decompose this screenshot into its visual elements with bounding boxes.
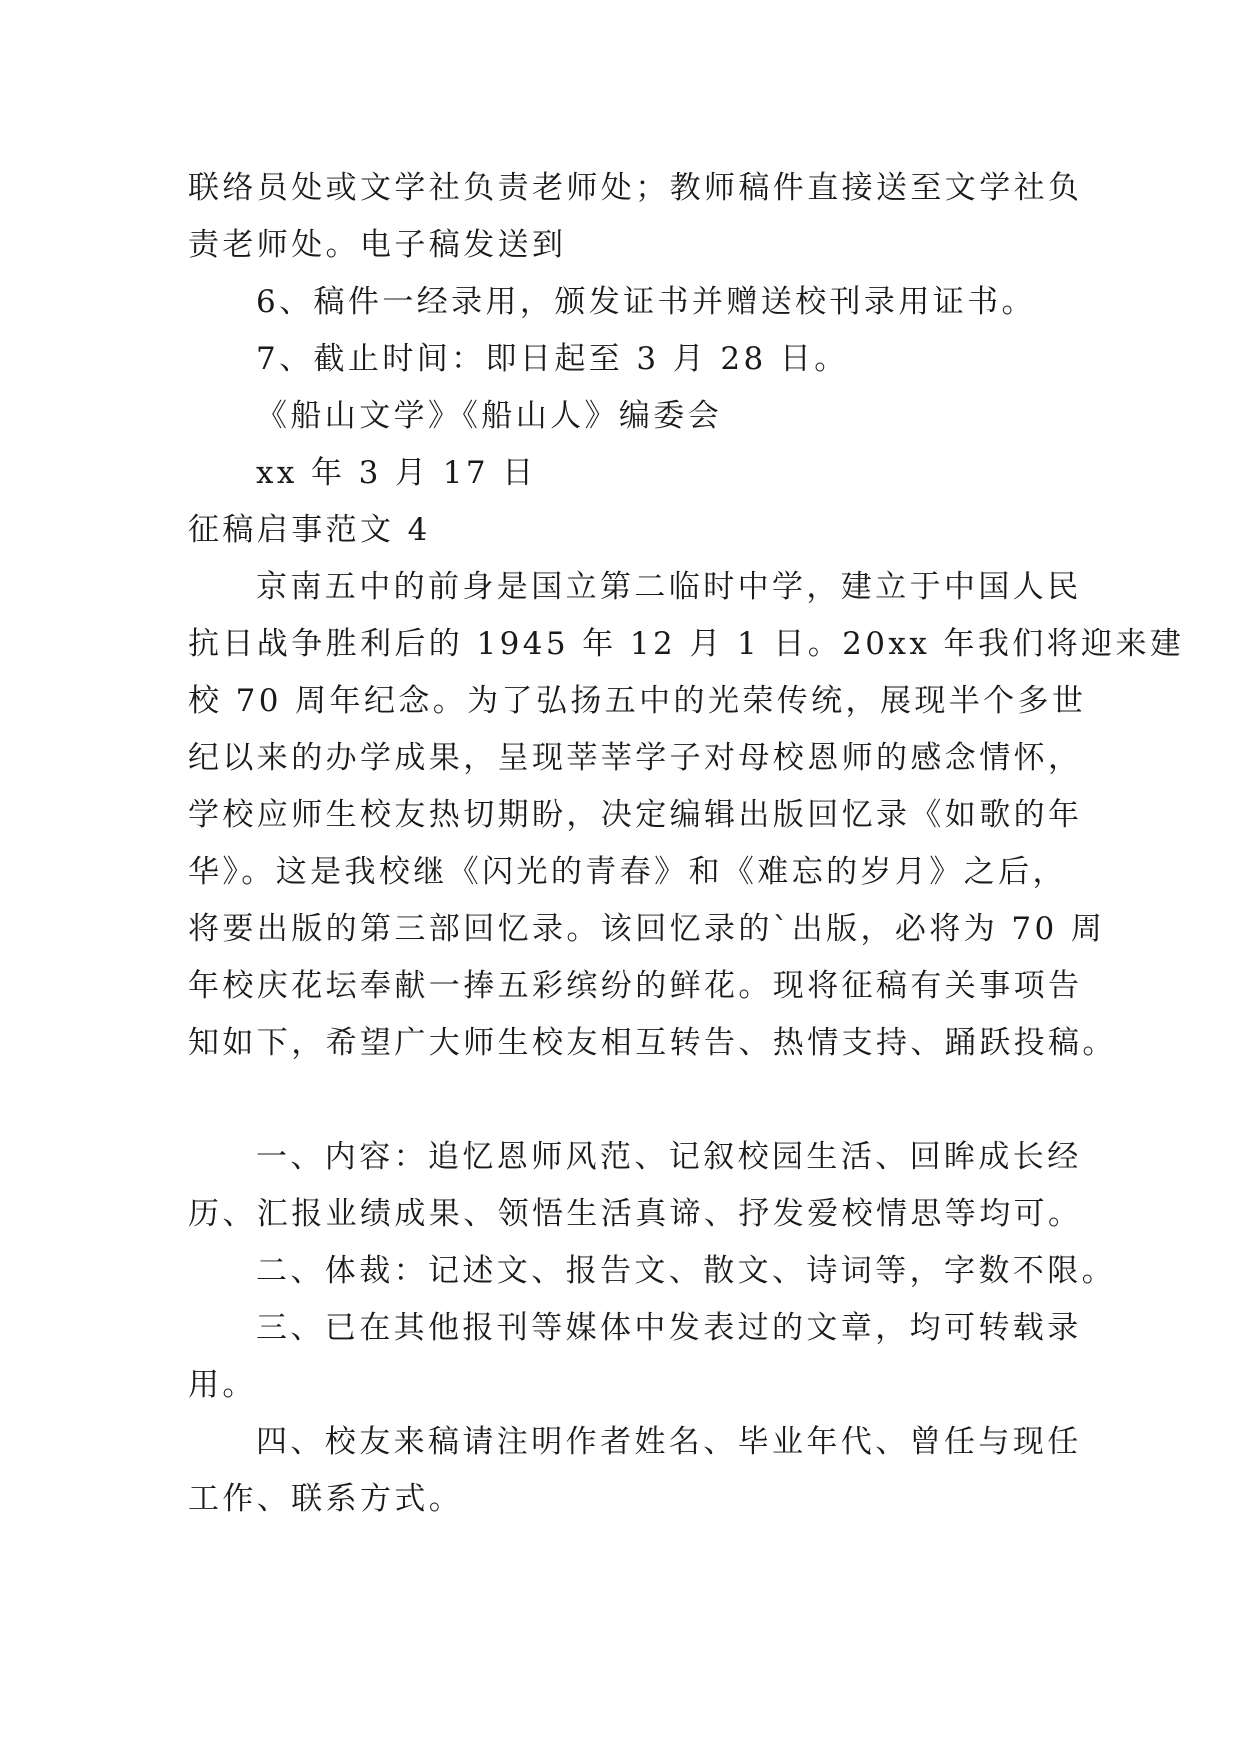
paragraph-line: 二、体裁：记述文、报告文、散文、诗词等，字数不限。 [256, 1253, 1116, 1289]
paragraph-line: 抗日战争胜利后的 1945 年 12 月 1 日。20xx 年我们将迎来建 [188, 626, 1185, 662]
paragraph-line: 6、稿件一经录用，颁发证书并赠送校刊录用证书。 [256, 284, 1036, 320]
paragraph-line: 7、截止时间：即日起至 3 月 28 日。 [256, 341, 849, 377]
section-title: 征稿启事范文 4 [188, 512, 431, 548]
signature-date: xx 年 3 月 17 日 [256, 455, 537, 491]
paragraph-line: 联络员处或文学社负责老师处；教师稿件直接送至文学社负 [188, 170, 1083, 206]
paragraph-line: 京南五中的前身是国立第二临时中学，建立于中国人民 [256, 569, 1082, 605]
paragraph-line: 责老师处。电子稿发送到 [188, 227, 567, 263]
paragraph-line: 年校庆花坛奉献一捧五彩缤纷的鲜花。现将征稿有关事项告 [188, 968, 1083, 1004]
paragraph-line: 三、已在其他报刊等媒体中发表过的文章，均可转载录 [256, 1310, 1082, 1346]
paragraph-line: 将要出版的第三部回忆录。该回忆录的`出版，必将为 70 周 [188, 911, 1106, 947]
signature-org: 《船山文学》《船山人》编委会 [256, 398, 723, 434]
paragraph-line: 知如下，希望广大师生校友相互转告、热情支持、踊跃投稿。 [188, 1025, 1117, 1061]
paragraph-line: 用。 [188, 1367, 257, 1403]
paragraph-line: 四、校友来稿请注明作者姓名、毕业年代、曾任与现任 [256, 1424, 1082, 1460]
paragraph-line: 华》。这是我校继《闪光的青春》和《难忘的岁月》之后， [188, 854, 1067, 890]
paragraph-line: 历、汇报业绩成果、领悟生活真谛、抒发爱校情思等均可。 [188, 1196, 1083, 1232]
paragraph-gap [188, 1072, 1048, 1129]
document-body [188, 160, 1185, 1528]
paragraph-line: 工作、联系方式。 [188, 1481, 464, 1517]
paragraph-line: 纪以来的办学成果，呈现莘莘学子对母校恩师的感念情怀， [188, 740, 1083, 776]
paragraph-line: 一、内容：追忆恩师风范、记叙校园生活、回眸成长经 [256, 1139, 1082, 1175]
paragraph-line: 校 70 周年纪念。为了弘扬五中的光荣传统，展现半个多世 [188, 683, 1087, 719]
paragraph-line: 学校应师生校友热切期盼，决定编辑出版回忆录《如歌的年 [188, 797, 1083, 833]
